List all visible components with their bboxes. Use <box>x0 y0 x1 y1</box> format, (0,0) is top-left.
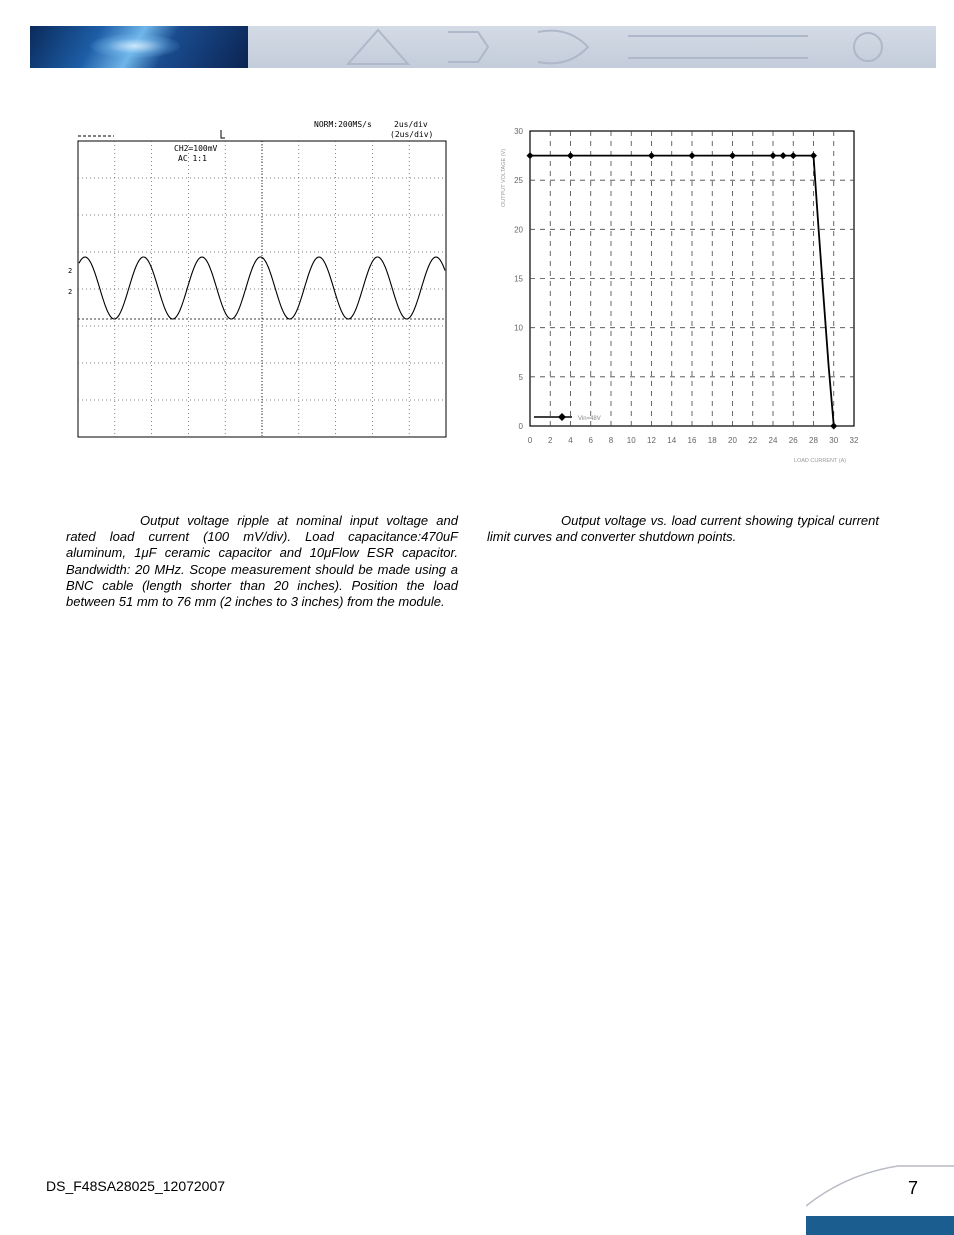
chart-x-tick-label: 0 <box>527 436 533 445</box>
chart-x-tick-label: 24 <box>768 436 778 445</box>
chart-x-tick-label: 2 <box>548 436 553 445</box>
figure-caption-ripple <box>66 513 458 610</box>
chart-grid <box>530 131 854 426</box>
chart-x-tick-label: 16 <box>687 436 697 445</box>
chart-y-tick-label: 15 <box>514 274 523 284</box>
chart-x-tick-label: 32 <box>849 436 859 445</box>
figure-caption-current-limit <box>487 513 879 545</box>
chart-x-tick-label: 18 <box>707 436 717 445</box>
chart-x-tick-label: 22 <box>748 436 758 445</box>
footer-decoration <box>806 1164 954 1235</box>
chart-y-axis-label: OUTPUT VOLTAGE (V) <box>501 148 507 208</box>
chart-x-ticks <box>528 436 859 445</box>
page-number: 7 <box>908 1178 919 1198</box>
chart-x-tick-label: 10 <box>626 436 636 445</box>
chart-y-tick-label: 10 <box>514 323 523 333</box>
banner-watermark <box>248 26 936 68</box>
chart-y-ticks <box>514 127 523 431</box>
scope-sample-rate: NORM:200MS/s <box>314 120 372 129</box>
scope-marker-top: 2 <box>68 267 73 275</box>
chart-x-tick-label: 4 <box>568 436 573 445</box>
chart-x-tick-label: 6 <box>588 436 593 445</box>
chart-y-tick-label: 20 <box>514 225 523 235</box>
legend-series-name: Vin=48V <box>578 416 601 422</box>
document-id: DS_F48SA28025_12072007 <box>46 1178 226 1194</box>
chart-x-tick-label: 20 <box>728 436 737 445</box>
chart-x-tick-label: 12 <box>647 436 656 445</box>
header-banner <box>30 26 936 68</box>
caption-ripple-text: Output voltage ripple at nominal input voltage and rated load current (100 mV/div). Load capacitance:470uF aluminum, 1μF ceramic capacitor and 10μFlow ESR capacitor. Bandwidth: 20 MHz. Scope measurement should be made using a BNC cable (length shorter than 20 inches). Position the load between 51 mm to 76 mm (2 inches to 3 inches) from the module. <box>66 513 458 610</box>
chart-y-tick-label: 5 <box>518 372 523 382</box>
scope-marker-ref: 2 <box>68 288 73 296</box>
chart-x-axis-label: LOAD CURRENT (A) <box>793 458 847 464</box>
chart-x-tick-label: 26 <box>788 436 798 445</box>
voltage-vs-current-chart <box>492 118 872 470</box>
scope-channel-label: CH2=100mV <box>174 144 218 153</box>
chart-x-tick-label: 30 <box>829 436 839 445</box>
caption-current-limit-text: Output voltage vs. load current showing typical current limit curves and converter shutdown points. <box>487 513 879 545</box>
chart-x-tick-label: 28 <box>809 436 818 445</box>
chart-y-tick-label: 25 <box>514 176 523 186</box>
chart-x-tick-label: 14 <box>667 436 677 445</box>
scope-coupling-label: AC 1:1 <box>178 154 207 163</box>
ripple-scope-capture <box>66 110 456 450</box>
chart-y-tick-label: 30 <box>514 127 523 136</box>
scope-graticule <box>78 141 446 437</box>
chart-x-tick-label: 8 <box>608 436 614 445</box>
banner-photo <box>30 26 248 68</box>
scope-timebase: 2us/div <box>394 120 428 129</box>
scope-timebase-sub: (2us/div) <box>390 130 434 139</box>
chart-y-tick-label: 0 <box>518 422 523 431</box>
